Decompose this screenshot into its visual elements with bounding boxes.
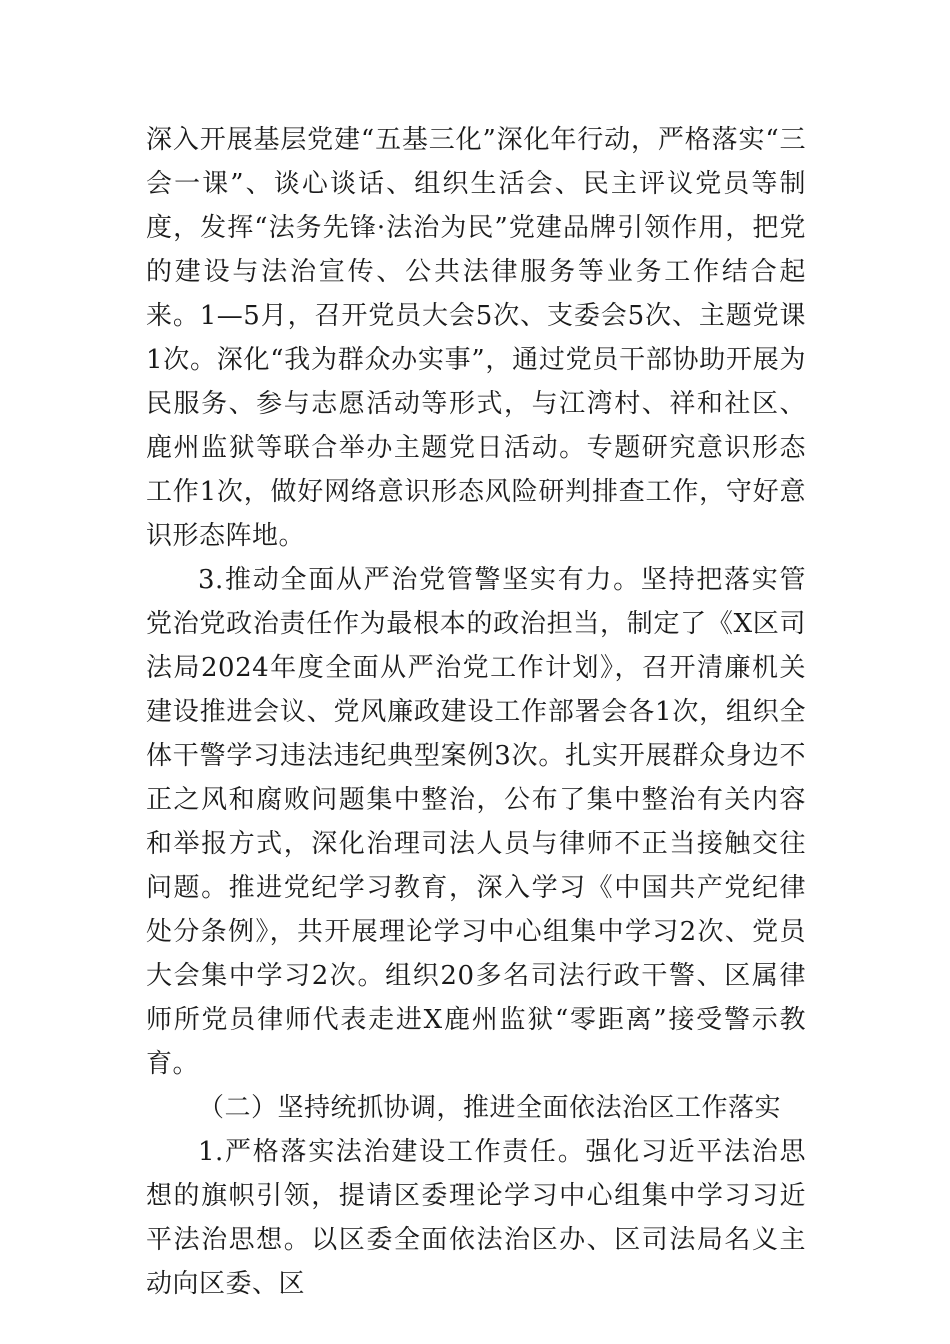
section-heading: （二）坚持统抓协调，推进全面依法治区工作落实: [198, 1093, 782, 1123]
paragraph-continuation: 深入开展基层党建“五基三化”深化年行动，严格落实“三会一课”、谈心谈话、组织生活会、民主评议党员等制度，发挥“法务先锋·法治为民”党建品牌引领作用，把党的建设与法治宣传、公共法律服务等业务工作结合起来。1—5月，召开党员大会5次、支委会5次、主题党课1次。深化“我为群众办实事”，通过党员干部协助开展为民服务、参与志愿活动等形式，与江湾村、祥和社区、鹿州监狱等联合举办主题党日活动。专题研究意识形态工作1次，做好网络意识形态风险研判排查工作，守好意识形态阵地。: [146, 125, 806, 551]
paragraph-item-1: 1.严格落实法治建设工作责任。强化习近平法治思想的旗帜引领，提请区委理论学习中心组集中学习习近平法治思想。以区委全面依法治区办、区司法局名义主动向区委、区: [146, 1137, 806, 1299]
document-body: [146, 118, 806, 1306]
paragraph-item-3: 3.推动全面从严治党管警坚实有力。坚持把落实管党治党政治责任作为最根本的政治担当，制定了《X区司法局2024年度全面从严治党工作计划》，召开清廉机关建设推进会议、党风廉政建设工作部署会各1次，组织全体干警学习违法违纪典型案例3次。扎实开展群众身边不正之风和腐败问题集中整治，公布了集中整治有关内容和举报方式，深化治理司法人员与律师不正当接触交往问题。推进党纪学习教育，深入学习《中国共产党纪律处分条例》，共开展理论学习中心组集中学习2次、党员大会集中学习2次。组织20多名司法行政干警、区属律师所党员律师代表走进X鹿州监狱“零距离”接受警示教育。: [146, 565, 806, 1079]
